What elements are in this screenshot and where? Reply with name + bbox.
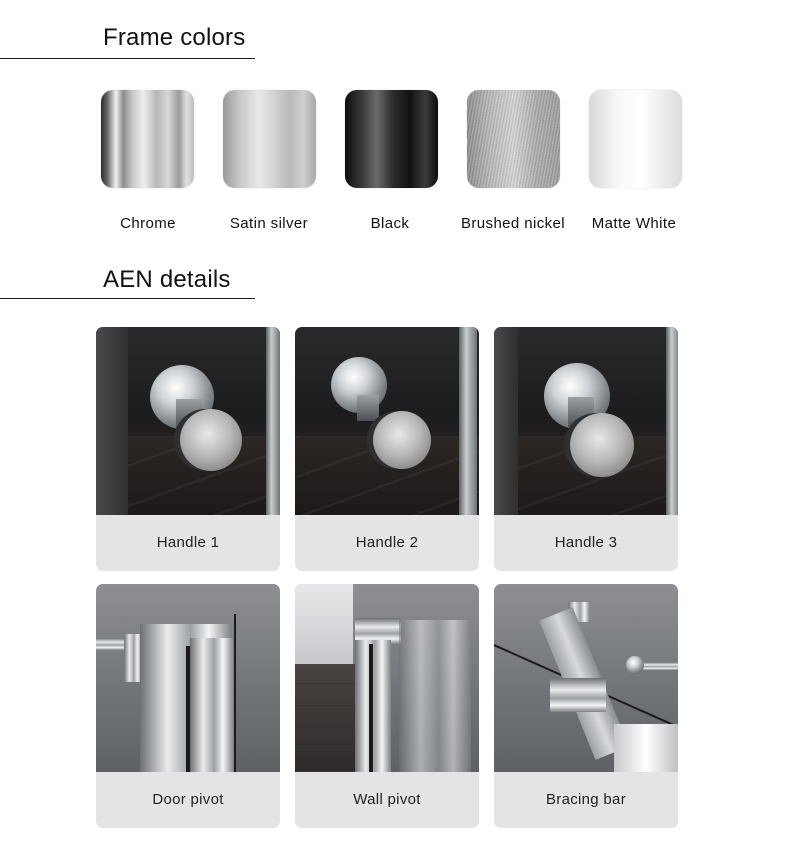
handle-2-caption: Handle 2 — [355, 534, 419, 551]
swatch-satin-silver[interactable] — [223, 90, 316, 188]
swatch-matte-white[interactable] — [589, 90, 682, 188]
swatch-label-black: Black — [370, 215, 410, 232]
bracing-bar-caption: Bracing bar — [545, 791, 626, 808]
detail-card-handle-1[interactable] — [96, 327, 280, 571]
detail-card-wall-pivot[interactable] — [295, 584, 479, 828]
swatch-label-chrome: Chrome — [120, 215, 176, 232]
wall-pivot-photo — [295, 584, 479, 772]
handle-3-photo — [494, 327, 678, 515]
detail-card-door-pivot[interactable] — [96, 584, 280, 828]
swatch-label-brushed-nickel: Brushed nickel — [461, 215, 565, 232]
swatch-brushed-nickel[interactable] — [467, 90, 560, 188]
detail-card-handle-2[interactable] — [295, 327, 479, 571]
swatch-black[interactable] — [345, 90, 438, 188]
swatch-chrome[interactable] — [101, 90, 194, 188]
door-pivot-photo — [96, 584, 280, 772]
handle-2-photo — [295, 327, 479, 515]
detail-card-handle-3[interactable] — [494, 327, 678, 571]
detail-card-bracing-bar[interactable] — [494, 584, 678, 828]
handle-3-caption: Handle 3 — [554, 534, 618, 551]
swatch-label-satin-silver: Satin silver — [229, 215, 309, 232]
aen-details-title: AEN details — [103, 266, 231, 293]
aen-details-underline — [0, 298, 255, 299]
bracing-bar-photo — [494, 584, 678, 772]
wall-pivot-caption: Wall pivot — [353, 791, 421, 808]
frame-colors-underline — [0, 58, 255, 59]
frame-colors-title: Frame colors — [103, 24, 246, 51]
swatch-label-matte-white: Matte White — [591, 215, 677, 232]
handle-1-caption: Handle 1 — [156, 534, 220, 551]
door-pivot-caption: Door pivot — [152, 791, 224, 808]
handle-1-photo — [96, 327, 280, 515]
